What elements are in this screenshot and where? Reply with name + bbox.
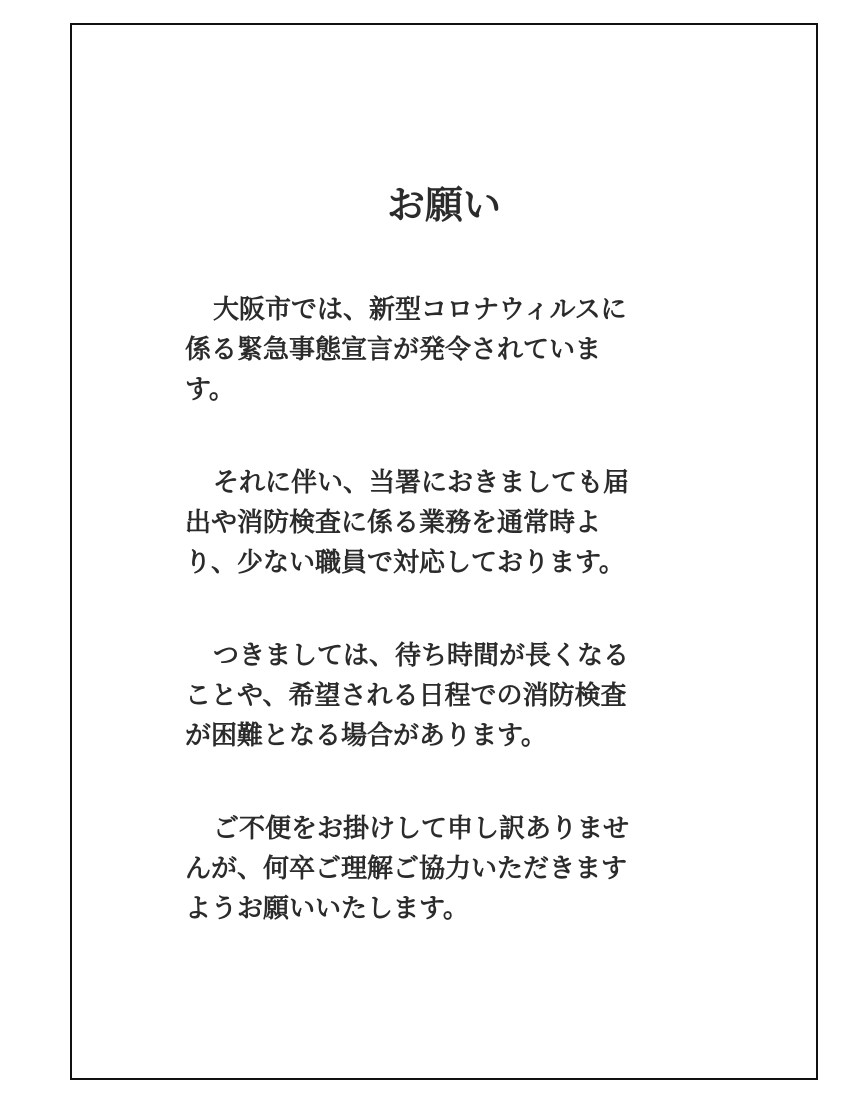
paragraph-line: り、少ない職員で対応しております。 bbox=[185, 548, 625, 578]
paragraph-line: つきましては、待ち時間が長くなる bbox=[213, 641, 630, 671]
paragraph-apology bbox=[185, 809, 705, 929]
paragraph-line: 出や消防検査に係る業務を通常時よ bbox=[185, 508, 602, 538]
paragraph-line: ようお願いいたします。 bbox=[185, 894, 469, 924]
paragraph-waiting-time bbox=[185, 636, 705, 756]
paragraph-line: それに伴い、当署におきましても届 bbox=[213, 468, 630, 498]
paragraph-line: ことや、希望される日程での消防検査 bbox=[185, 681, 627, 711]
page-title: お願い bbox=[386, 182, 501, 227]
paragraph-line: ご不便をお掛けして申し訳ありませ bbox=[213, 814, 630, 844]
notice-body bbox=[185, 290, 705, 982]
paragraph-line: 大阪市では、新型コロナウィルスに bbox=[213, 295, 627, 325]
paragraph-line: 係る緊急事態宣言が発令されていま bbox=[185, 335, 602, 365]
paragraph-line: んが、何卒ご理解ご協力いただきます bbox=[185, 854, 628, 884]
paragraph-line: が困難となる場合があります。 bbox=[185, 721, 547, 751]
paragraph-reduced-staff bbox=[185, 463, 705, 583]
paragraph-emergency-declaration bbox=[185, 290, 705, 410]
notice-page bbox=[70, 23, 818, 1080]
paragraph-line: す。 bbox=[185, 375, 235, 405]
